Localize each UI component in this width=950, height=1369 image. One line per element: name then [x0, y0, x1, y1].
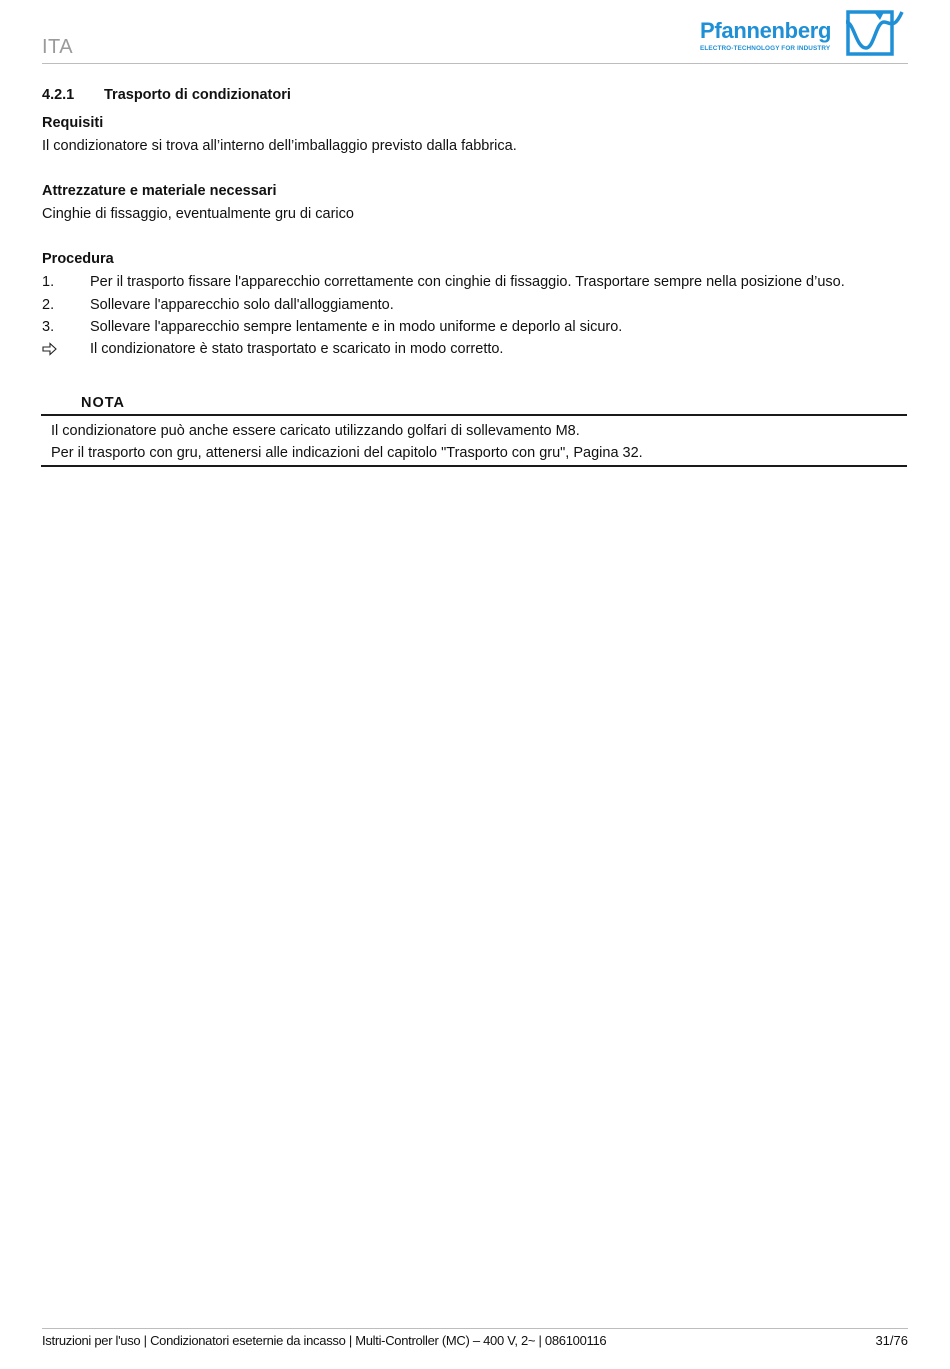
footer-document-info: Istruzioni per l'uso | Condizionatori eseternie da incasso | Multi-Controller (MC) – 400 V, 2~ | 086100116	[42, 1333, 607, 1348]
result-arrow-icon	[42, 340, 58, 358]
note-top-rule	[41, 414, 907, 416]
requirements-text: Il condizionatore si trova all’interno dell’imballaggio previsto dalla fabbrica.	[42, 138, 517, 154]
note-title: NOTA	[81, 395, 126, 411]
requirements-heading: Requisiti	[42, 115, 104, 131]
step-text: Sollevare l'apparecchio sempre lentamente e in modo uniforme e deporlo al sicuro.	[90, 319, 623, 335]
footer-page-number: 31/76	[875, 1333, 908, 1348]
step-number: 1.	[42, 274, 55, 290]
section-number: 4.2.1	[42, 87, 75, 103]
result-text: Il condizionatore è stato trasportato e scaricato in modo corretto.	[90, 341, 504, 357]
step-number: 3.	[42, 319, 55, 335]
logo-wordmark: Pfannenberg	[700, 18, 832, 43]
logo-tagline: ELECTRO-TECHNOLOGY FOR INDUSTRY	[700, 45, 831, 52]
note-line: Per il trasporto con gru, attenersi alle indicazioni del capitolo "Trasporto con gru", Pagina 32.	[51, 445, 643, 461]
logo-mark-icon	[844, 8, 906, 56]
step-number: 2.	[42, 297, 55, 313]
procedure-heading: Procedura	[42, 251, 114, 267]
section-title: Trasporto di condizionatori	[104, 87, 291, 103]
footer-divider	[42, 1328, 908, 1329]
equipment-heading: Attrezzature e materiale necessari	[42, 183, 277, 199]
equipment-text: Cinghie di fissaggio, eventualmente gru di carico	[42, 206, 354, 222]
step-text: Per il trasporto fissare l'apparecchio correttamente con cinghie di fissaggio. Trasportare sempre nella posizione d’uso.	[90, 274, 845, 290]
note-bottom-rule	[41, 465, 907, 467]
note-line: Il condizionatore può anche essere caricato utilizzando golfari di sollevamento M8.	[51, 423, 580, 439]
step-text: Sollevare l'apparecchio solo dall'alloggiamento.	[90, 297, 394, 313]
header-divider	[42, 63, 908, 64]
language-label: ITA	[42, 36, 74, 58]
pfannenberg-logo	[698, 8, 908, 58]
